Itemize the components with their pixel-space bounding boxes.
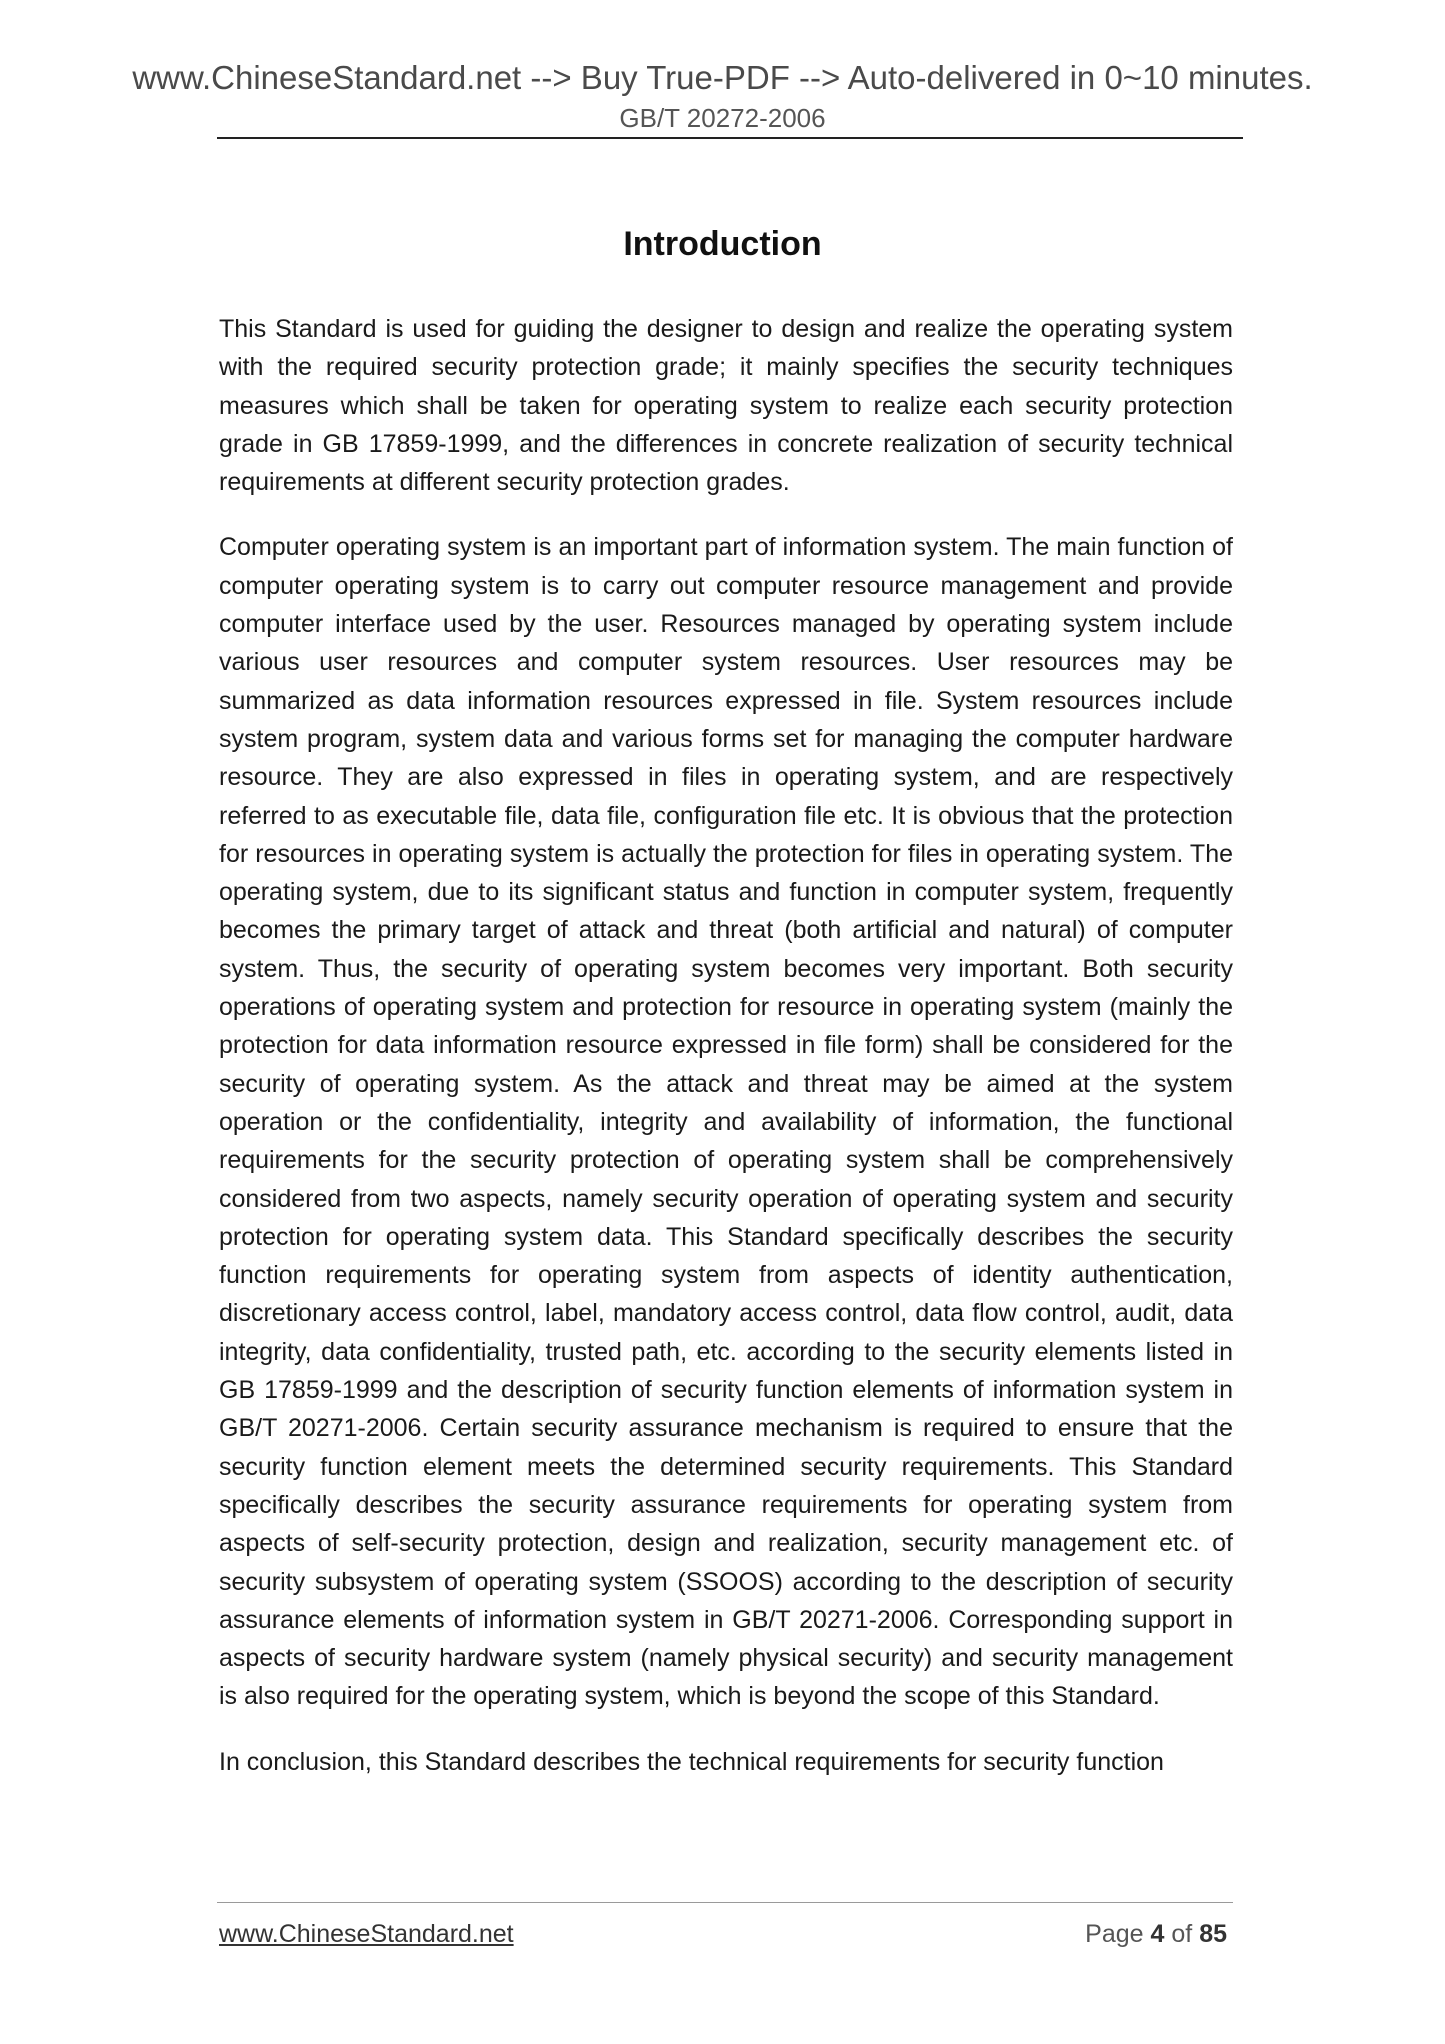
paragraph: In conclusion, this Standard describes the technical requirements for security function: [219, 1747, 1164, 1776]
document-code: GB/T 20272-2006: [619, 103, 826, 133]
page-prefix: Page: [1085, 1920, 1144, 1948]
header-divider: [217, 137, 1243, 139]
section-title: Introduction: [623, 225, 822, 263]
page-of: of: [1171, 1920, 1193, 1948]
page-current: 4: [1150, 1920, 1165, 1948]
header-banner: www.ChineseStandard.net --> Buy True-PDF --> Auto-delivered in 0~10 minutes.: [132, 59, 1313, 96]
body-text: [219, 310, 1233, 1808]
paragraph: This Standard is used for guiding the designer to design and realize the operating system with the required security protection grade; it mainly specifies the security techniques measures which shall be taken for operating system to realize each security protection grade in GB 17859-1999, and the differences in concrete realization of security technical requirements at different security protection grades.: [219, 315, 1233, 497]
paragraph: Computer operating system is an important part of information system. The main function of computer operating system is to carry out computer resource management and provide computer interface used by the user. Resources managed by operating system include various user resources and computer system resources. User resources may be summarized as data information resources expressed in file. System resources include system program, system data and various forms set for managing the computer hardware resource. They are also expressed in files in operating system, and are respectively referred to as executable file, data file, configuration file etc. It is obvious that the protection for resources in operating system is actually the protection for files in operating system. The operating system, due to its significant status and function in computer system, frequently becomes the primary target of attack and threat (both artificial and natural) of computer system. Thus, the security of operating system becomes very important. Both security operations of operating system and protection for resource in operating system (mainly the protection for data information resource expressed in file form) shall be considered for the security of operating system. As the attack and threat may be aimed at the system operation or the confidentiality, integrity and availability of information, the functional requirements for the security protection of operating system shall be comprehensively considered from two aspects, namely security operation of operating system and security protection for operating system data. This Standard specifically describes the security function requirements for operating system from aspects of identity authentication, discretionary access control, label, mandatory access control, data flow control, audit, data integrity, data confidentiality, trusted path, etc. according to the security elements listed in GB 17859-1999 and the description of security function elements of information system in GB/T 20271-2006. Certain security assurance mechanism is required to ensure that the security function element meets the determined security requirements. This Standard specifically describes the security assurance requirements for operating system from aspects of self-security protection, design and realization, security management etc. of security subsystem of operating system (SSOOS) according to the description of security assurance elements of information system in GB/T 20271-2006. Corresponding support in aspects of security hardware system (namely physical security) and security management is also required for the operating system, which is beyond the scope of this Standard.: [219, 533, 1233, 1711]
page-total: 85: [1199, 1920, 1227, 1948]
footer-divider: [217, 1902, 1233, 1903]
page-number: [1085, 1919, 1227, 1949]
footer-site-link[interactable]: www.ChineseStandard.net: [219, 1920, 514, 1948]
